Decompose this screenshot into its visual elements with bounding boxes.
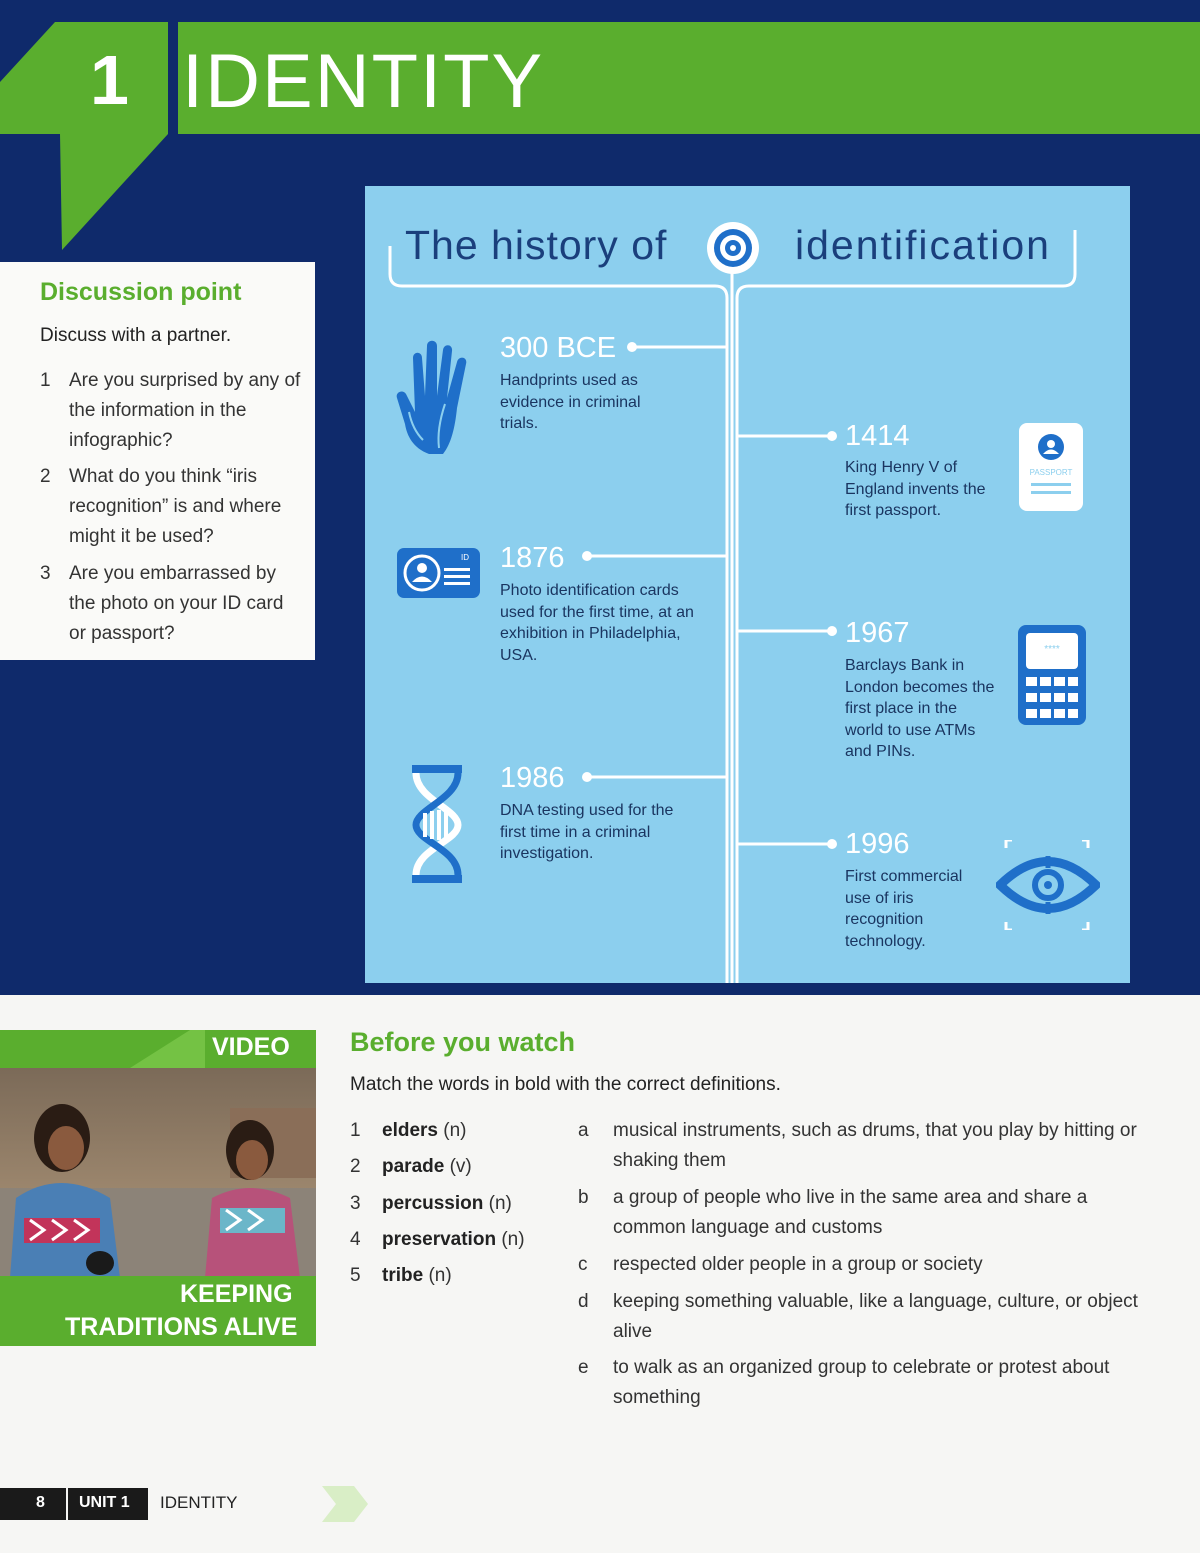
vocab-word-item: [350, 1265, 452, 1287]
video-title-line1: KEEPING: [180, 1280, 293, 1308]
question-number: 2: [40, 466, 51, 487]
hand-icon: [393, 336, 483, 458]
definition-letter: b: [578, 1187, 589, 1208]
id-card-icon: [397, 548, 480, 598]
video-label: VIDEO: [212, 1033, 290, 1061]
discussion-heading: Discussion point: [40, 278, 242, 306]
before-you-watch-heading: Before you watch: [350, 1027, 576, 1057]
question-number: 1: [40, 370, 51, 391]
id-card-icon-label: ID: [461, 553, 469, 562]
target-icon: [705, 220, 761, 276]
event-description: DNA testing used for the first time in a criminal investigation.: [500, 802, 674, 862]
definition-letter: a: [578, 1120, 589, 1141]
event-year: 1876: [500, 542, 565, 574]
title-divider: [168, 22, 178, 134]
discussion-question: [40, 366, 302, 456]
event-year: 1996: [845, 828, 910, 860]
footer-chevron-icon: [322, 1486, 368, 1522]
vocab-word-item: [350, 1156, 472, 1178]
definition-text: keeping something valuable, like a language, culture, or object alive: [613, 1291, 1138, 1342]
definition-item: [578, 1353, 1138, 1413]
vocab-word: elders: [382, 1120, 438, 1141]
footer-unit-label: UNIT 1: [79, 1494, 130, 1511]
question-text: What do you think “iris recognition” is and where might it be used?: [69, 466, 282, 547]
video-bar-decoration: [130, 1030, 205, 1068]
definition-item: [578, 1183, 1138, 1243]
vocab-word: preservation: [382, 1229, 497, 1250]
infographic-title-left: The history of: [405, 222, 668, 268]
definition-text: musical instruments, such as drums, that you play by hitting or shaking them: [613, 1120, 1137, 1171]
event-year: 1986: [500, 762, 565, 794]
vocab-word-item: [350, 1120, 467, 1142]
dna-icon: [410, 765, 465, 883]
video-title-line2: TRADITIONS ALIVE: [65, 1313, 298, 1341]
definition-item: [578, 1116, 1138, 1176]
vocab-word: parade: [382, 1156, 445, 1177]
definition-letter: d: [578, 1291, 589, 1312]
eye-scan-icon: [996, 840, 1100, 930]
before-you-watch-instruction: Match the words in bold with the correct definitions.: [350, 1074, 781, 1095]
event-year: 1414: [845, 420, 910, 452]
definition-item: [578, 1287, 1138, 1347]
vocab-word: percussion: [382, 1193, 484, 1214]
event-description: Barclays Bank in London becomes the first place in the world to use ATMs and PINs.: [845, 657, 995, 760]
unit-title-bar: [0, 22, 1200, 134]
vocab-pos: (v): [449, 1156, 472, 1177]
passport-icon-label: PASSPORT: [1029, 468, 1073, 477]
vocab-pos: (n): [501, 1229, 525, 1250]
vocab-number: 3: [350, 1193, 361, 1214]
vocab-word: tribe: [382, 1265, 424, 1286]
vocab-number: 5: [350, 1265, 361, 1286]
video-thumbnail-image[interactable]: [0, 1068, 316, 1278]
event-description: Handprints used as evidence in criminal trials.: [500, 372, 641, 432]
event-year: 300 BCE: [500, 332, 617, 364]
definition-item: [578, 1250, 1138, 1280]
definition-text: to walk as an organized group to celebrate or protest about something: [613, 1357, 1110, 1408]
vocab-word-item: [350, 1193, 512, 1215]
vocab-pos: (n): [488, 1193, 512, 1214]
infographic-title-right: identification: [795, 222, 1051, 268]
event-description: Photo identification cards used for the first time, at an exhibition in Philadelphia, USA.: [500, 582, 694, 664]
question-text: Are you embarrassed by the photo on your ID card or passport?: [69, 563, 284, 644]
event-description: First commercial use of iris recognition technology.: [845, 868, 963, 950]
vocab-pos: (n): [428, 1265, 452, 1286]
unit-number: 1: [90, 41, 129, 119]
definition-text: respected older people in a group or society: [613, 1254, 983, 1275]
discussion-question: [40, 559, 302, 649]
event-description: King Henry V of England invents the first passport.: [845, 459, 986, 519]
vocab-number: 4: [350, 1229, 361, 1250]
page-number: 8: [36, 1494, 45, 1511]
discussion-instruction: Discuss with a partner.: [40, 325, 232, 346]
vocab-number: 1: [350, 1120, 361, 1141]
definition-text: a group of people who live in the same area and share a common language and customs: [613, 1187, 1088, 1238]
discussion-question: [40, 462, 302, 552]
keypad-screen-text: ****: [1044, 644, 1060, 655]
definition-letter: c: [578, 1254, 588, 1275]
passport-icon: [1019, 423, 1083, 511]
event-year: 1967: [845, 617, 910, 649]
vocab-pos: (n): [443, 1120, 467, 1141]
question-number: 3: [40, 563, 51, 584]
keypad-icon: [1018, 625, 1086, 725]
definition-letter: e: [578, 1357, 589, 1378]
question-text: Are you surprised by any of the information in the infographic?: [69, 370, 301, 451]
unit-title: IDENTITY: [182, 39, 545, 124]
footer-unit-title: IDENTITY: [160, 1493, 238, 1512]
vocab-number: 2: [350, 1156, 361, 1177]
vocab-word-item: [350, 1229, 525, 1251]
footer-separator: [66, 1488, 68, 1520]
